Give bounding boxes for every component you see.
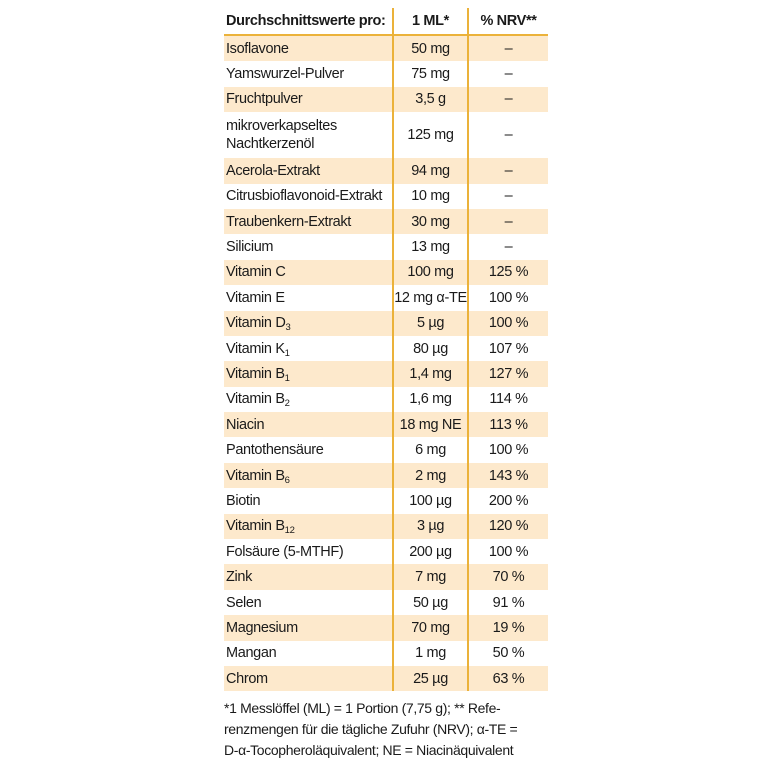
- table-header-row: [224, 8, 548, 35]
- table-row: [224, 463, 548, 488]
- nutrient-name-text: Vitamin B: [226, 391, 285, 408]
- nutrient-nrv: 120 %: [468, 514, 548, 539]
- nutrition-facts-panel: [224, 8, 548, 761]
- nutrient-amount: 6 mg: [393, 437, 468, 462]
- table-row: [224, 564, 548, 589]
- footnote-line: *1 Messlöffel (ML) = 1 Portion (7,75 g); ** Refe-: [224, 700, 501, 717]
- nutrient-amount: 50 mg: [393, 35, 468, 61]
- nutrient-nrv: 114 %: [489, 391, 528, 408]
- nutrient-subscript: 6: [284, 474, 290, 486]
- nutrient-name-text: Folsäure (5-MTHF): [226, 543, 344, 560]
- nutrient-nrv: –: [504, 127, 513, 144]
- nutrient-name-text: Acerola-Extrakt: [226, 162, 320, 179]
- footnote: [224, 698, 548, 761]
- nutrient-amount: 10 mg: [393, 184, 468, 209]
- nutrient-name-text: mikroverkapseltes Nachtkerzenöl: [226, 118, 337, 153]
- table-row: [224, 361, 548, 386]
- nutrient-nrv: 107 %: [488, 340, 529, 357]
- nutrition-table: [224, 8, 548, 691]
- nutrient-nrv: 70 %: [468, 564, 548, 589]
- nutrient-name-text: Magnesium: [226, 619, 298, 636]
- nutrient-subscript: 3: [285, 322, 291, 334]
- nutrient-amount: 18 mg NE: [393, 412, 468, 437]
- table-row: [224, 539, 548, 564]
- nutrient-amount: 1 mg: [393, 641, 468, 666]
- nutrient-name-text: Vitamin E: [226, 289, 285, 306]
- nutrient-amount: 1,6 mg: [393, 387, 468, 412]
- nutrient-name: [224, 158, 393, 183]
- nutrient-amount: 50 µg: [393, 590, 468, 615]
- nutrient-name-text: Vitamin B: [226, 467, 285, 484]
- table-row: [224, 488, 548, 513]
- nutrient-name-text: Selen: [226, 594, 262, 611]
- nutrient-amount: 100 µg: [393, 488, 468, 513]
- nutrient-name-text: Yamswurzel-Pulver: [226, 66, 344, 83]
- table-row: [224, 336, 548, 361]
- nutrient-name-text: Vitamin B: [226, 518, 285, 535]
- nutrient-name: [224, 666, 393, 691]
- nutrient-nrv: 91 %: [492, 594, 525, 611]
- nutrient-nrv: 200 %: [488, 492, 529, 509]
- header-nrv: % NRV**: [468, 8, 548, 35]
- nutrient-name-text: Vitamin D: [226, 315, 286, 332]
- nutrient-name-text: Isoflavone: [226, 40, 289, 57]
- table-row: [224, 641, 548, 666]
- nutrient-name: [224, 412, 393, 437]
- nutrient-amount: 12 mg α-TE: [393, 285, 468, 310]
- nutrient-amount: 1,4 mg: [393, 361, 468, 386]
- nutrient-nrv: 63 %: [468, 666, 548, 691]
- nutrient-amount: 3,5 g: [393, 87, 468, 112]
- nutrient-name-text: Chrom: [226, 670, 268, 687]
- nutrient-name-text: Zink: [226, 569, 252, 586]
- nutrient-amount: 25 µg: [393, 666, 468, 691]
- nutrient-nrv: 125 %: [468, 260, 548, 285]
- nutrient-amount: 70 mg: [393, 615, 468, 640]
- nutrient-name: [224, 514, 393, 539]
- table-row: [224, 412, 548, 437]
- nutrient-name-text: Traubenkern-Extrakt: [226, 213, 351, 230]
- table-row: [224, 285, 548, 310]
- table-row: [224, 437, 548, 462]
- table-row: [224, 61, 548, 86]
- footnote-line: renzmengen für die tägliche Zufuhr (NRV); α-TE =: [224, 721, 518, 738]
- table-row: [224, 311, 548, 336]
- table-row: [224, 209, 548, 234]
- nutrient-name-text: Fruchtpulver: [226, 91, 303, 108]
- nutrient-amount: 5 µg: [393, 311, 468, 336]
- nutrient-amount: 94 mg: [393, 158, 468, 183]
- header-amount: 1 ML*: [393, 8, 468, 35]
- nutrient-nrv: 50 %: [492, 645, 525, 662]
- nutrient-amount: 7 mg: [393, 564, 468, 589]
- nutrient-nrv: –: [504, 188, 513, 205]
- nutrient-name: [224, 539, 393, 564]
- nutrient-nrv: 143 %: [468, 463, 548, 488]
- nutrient-nrv: 113 %: [468, 412, 548, 437]
- nutrient-nrv: –: [468, 35, 548, 61]
- nutrient-nrv: –: [504, 239, 513, 256]
- nutrient-name: [224, 260, 393, 285]
- table-row: [224, 184, 548, 209]
- nutrient-nrv: –: [468, 209, 548, 234]
- nutrient-amount: 75 mg: [393, 61, 468, 86]
- nutrient-name-text: Vitamin C: [226, 264, 286, 281]
- table-row: [224, 514, 548, 539]
- nutrient-nrv: 100 %: [468, 311, 548, 336]
- nutrient-name: [224, 184, 393, 209]
- nutrient-subscript: 1: [284, 372, 290, 384]
- nutrient-nrv: –: [468, 87, 548, 112]
- nutrient-name: [224, 61, 393, 86]
- nutrient-name: [224, 615, 393, 640]
- nutrient-name: [224, 209, 393, 234]
- table-body: [224, 35, 548, 691]
- nutrient-name: [224, 361, 393, 386]
- nutrient-name-text: Pantothensäure: [226, 442, 324, 459]
- nutrient-nrv: 100 %: [488, 442, 529, 459]
- nutrient-subscript: 2: [284, 398, 290, 410]
- nutrient-name: [224, 387, 393, 412]
- table-row: [224, 590, 548, 615]
- nutrient-name: [224, 35, 393, 61]
- footnote-line: D-α-Tocopheroläquivalent; NE = Niacinäquivalent: [224, 742, 514, 759]
- nutrient-name: [224, 234, 393, 259]
- table-row: [224, 112, 548, 158]
- nutrient-nrv: 100 %: [488, 289, 529, 306]
- nutrient-nrv: –: [468, 158, 548, 183]
- header-label: Durchschnittswerte pro:: [224, 8, 393, 35]
- nutrient-nrv: 100 %: [488, 543, 529, 560]
- nutrient-name-text: Citrusbioflavonoid-Extrakt: [226, 188, 383, 205]
- nutrient-nrv: –: [504, 66, 513, 83]
- table-row: [224, 387, 548, 412]
- nutrient-name-text: Silicium: [226, 239, 274, 256]
- nutrient-nrv: 19 %: [468, 615, 548, 640]
- nutrient-name: [224, 285, 393, 310]
- table-row: [224, 87, 548, 112]
- nutrient-name-text: Biotin: [226, 492, 261, 509]
- nutrient-name-text: Niacin: [226, 416, 265, 433]
- nutrient-name-text: Vitamin B: [226, 365, 285, 382]
- nutrient-subscript: 12: [284, 525, 295, 537]
- nutrient-name: [224, 463, 393, 488]
- nutrient-amount: 13 mg: [393, 234, 468, 259]
- table-row: [224, 615, 548, 640]
- nutrient-name: [224, 87, 393, 112]
- nutrient-name: [224, 641, 393, 666]
- nutrient-name: [224, 311, 393, 336]
- nutrient-amount: 200 µg: [393, 539, 468, 564]
- table-row: [224, 666, 548, 691]
- nutrient-name: [224, 488, 393, 513]
- table-row: [224, 234, 548, 259]
- nutrient-amount: 80 µg: [393, 336, 468, 361]
- table-row: [224, 158, 548, 183]
- nutrient-name-text: Vitamin K: [226, 340, 285, 357]
- nutrient-name: [224, 336, 393, 361]
- nutrient-name-text: Mangan: [226, 645, 277, 662]
- nutrient-name: [224, 564, 393, 589]
- nutrient-subscript: 1: [284, 347, 290, 359]
- nutrient-nrv: 127 %: [468, 361, 548, 386]
- nutrient-amount: 125 mg: [393, 112, 468, 158]
- table-row: [224, 35, 548, 61]
- nutrient-amount: 2 mg: [393, 463, 468, 488]
- table-row: [224, 260, 548, 285]
- nutrient-amount: 3 µg: [393, 514, 468, 539]
- nutrient-amount: 100 mg: [393, 260, 468, 285]
- nutrient-name: [224, 112, 393, 158]
- nutrient-name: [224, 590, 393, 615]
- nutrient-name: [224, 437, 393, 462]
- nutrient-amount: 30 mg: [393, 209, 468, 234]
